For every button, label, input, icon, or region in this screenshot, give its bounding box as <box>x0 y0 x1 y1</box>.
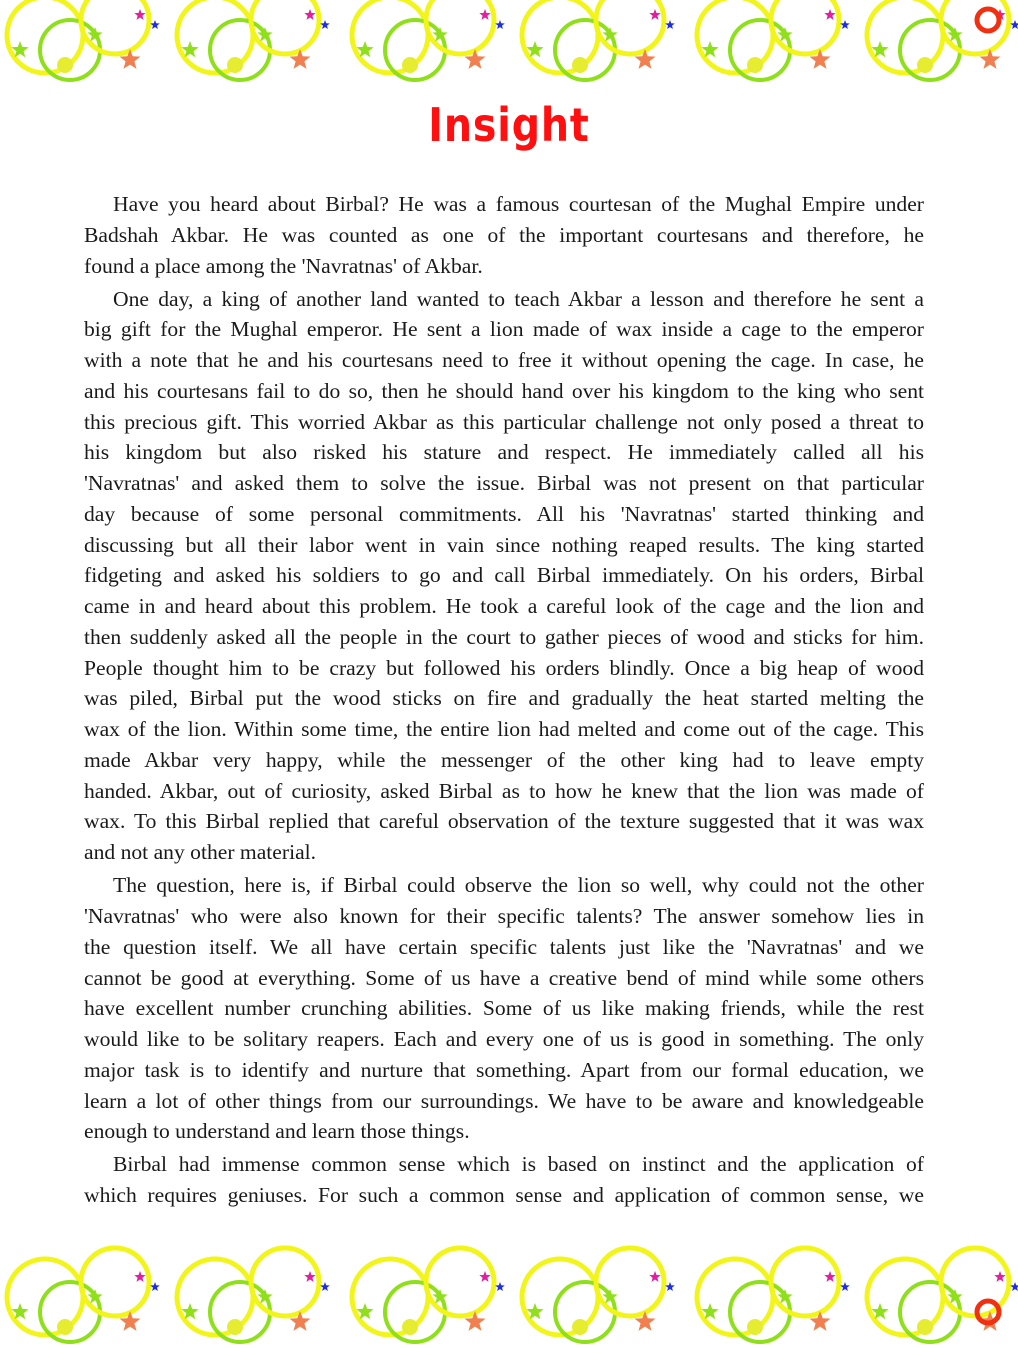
star-icon <box>479 9 490 20</box>
star-icon <box>665 20 675 29</box>
text-line: wax of the lion. Within some time, the entire lion had melted and come out of the cage. This <box>84 717 924 742</box>
star-icon <box>495 1282 505 1291</box>
bottom-swirl-border-decoration <box>0 1212 1018 1348</box>
text-line: learn a lot of other things from our surroundings. We have to be aware and knowledgeable <box>84 1088 924 1113</box>
swirl-decoration <box>596 1248 664 1316</box>
text-line: came in and heard about this problem. He took a careful look of the cage and the lion and <box>84 594 924 619</box>
text-line: with a note that he and his courtesans need to free it without opening the cage. In case, he <box>84 348 924 373</box>
spiral-icon <box>977 9 999 31</box>
star-icon <box>665 1282 675 1291</box>
star-icon <box>824 1271 835 1282</box>
swirl-bead-decoration <box>572 57 588 73</box>
swirl-bead-decoration <box>747 57 763 73</box>
swirl-bead-decoration <box>57 57 73 73</box>
star-icon <box>134 9 145 20</box>
swirl-bead-decoration <box>227 1319 243 1335</box>
swirl-bead-decoration <box>747 1319 763 1335</box>
text-line: would like to be solitary reapers. Each and every one of us is good in something. The only <box>84 1027 924 1052</box>
star-icon <box>649 9 660 20</box>
text-line: Badshah Akbar. He was counted as one of the important courtesans and therefore, he <box>84 222 924 247</box>
text-line: cannot be good at everything. Some of us have a creative bend of mind while some others <box>84 965 924 990</box>
star-icon <box>320 1282 330 1291</box>
star-icon <box>150 20 160 29</box>
text-line: 'Navratnas' who were also known for their specific talents? The answer somehow lies in <box>84 904 924 929</box>
star-icon <box>479 1271 490 1282</box>
text-line: which requires geniuses. For such a common sense and application of common sense, we <box>84 1183 924 1208</box>
text-line: day because of some personal commitments. All his 'Navratnas' started thinking and <box>84 501 924 526</box>
star-icon <box>134 1271 145 1282</box>
text-line: Birbal had immense common sense which is based on instinct and the application of <box>113 1152 924 1177</box>
text-line: his kingdom but also risked his stature and respect. He immediately called all his <box>84 440 924 465</box>
text-line: have excellent number crunching abilities. Some of us like making friends, while the rest <box>84 996 924 1021</box>
text-line: wax. To this Birbal replied that careful observation of the texture suggested that it was wax <box>84 809 924 834</box>
star-icon <box>994 1271 1005 1282</box>
text-line: and his courtesans fail to do so, then he should hand over his kingdom to the king who sent <box>84 378 924 403</box>
text-line: The question, here is, if Birbal could observe the lion so well, why could not the other <box>113 873 924 898</box>
swirl-bead-decoration <box>227 57 243 73</box>
swirl-bead-decoration <box>917 57 933 73</box>
star-icon <box>649 1271 660 1282</box>
text-line: 'Navratnas' and asked them to solve the issue. Birbal was not present on that particular <box>84 471 924 496</box>
swirl-bead-decoration <box>402 57 418 73</box>
star-icon <box>824 9 835 20</box>
star-icon <box>150 1282 160 1291</box>
swirl-decoration <box>771 1248 839 1316</box>
text-line: discussing but all their labor went in vain since nothing reaped results. The king started <box>84 532 924 557</box>
text-line: One day, a king of another land wanted to teach Akbar a lesson and therefore he sent a <box>113 286 924 311</box>
text-line: and not any other material. <box>84 840 317 865</box>
text-line: handed. Akbar, out of curiosity, asked Birbal as to how he knew that the lion was made of <box>84 778 924 803</box>
star-icon <box>320 20 330 29</box>
text-line: the question itself. We all have certain specific talents just like the 'Navratnas' and we <box>84 934 924 959</box>
text-line: Have you heard about Birbal? He was a famous courtesan of the Mughal Empire under <box>113 192 924 216</box>
text-line: major task is to identify and nurture that something. Apart from our formal education, we <box>84 1057 924 1082</box>
paragraph <box>84 870 924 1147</box>
text-line: fidgeting and asked his soldiers to go and call Birbal immediately. On his orders, Birbal <box>84 563 924 588</box>
paragraph <box>84 284 924 868</box>
swirl-decoration <box>81 1248 149 1316</box>
article-body <box>84 189 924 1213</box>
paragraph <box>84 189 924 281</box>
star-icon <box>304 1271 315 1282</box>
text-line: People thought him to be crazy but followed his orders blindly. Once a big heap of wood <box>84 655 924 680</box>
swirl-decoration <box>426 1248 494 1316</box>
text-line: big gift for the Mughal emperor. He sent a lion made of wax inside a cage to the emperor <box>84 317 924 342</box>
swirl-decoration <box>251 1248 319 1316</box>
text-line: then suddenly asked all the people in the court to gather pieces of wood and sticks for him. <box>84 624 924 649</box>
star-icon <box>840 20 850 29</box>
star-icon <box>840 1282 850 1291</box>
swirl-bead-decoration <box>572 1319 588 1335</box>
text-line: this precious gift. This worried Akbar as this particular challenge not only posed a threat to <box>84 409 924 434</box>
star-icon <box>495 20 505 29</box>
page-title: Insight <box>428 98 590 152</box>
swirl-bead-decoration <box>917 1319 933 1335</box>
text-line: made Akbar very happy, while the messenger of the other king had to leave empty <box>84 747 924 772</box>
swirl-bead-decoration <box>402 1319 418 1335</box>
text-line: enough to understand and learn those things. <box>84 1119 470 1144</box>
text-line: was piled, Birbal put the wood sticks on fire and gradually the heat started melting the <box>84 686 924 711</box>
paragraph <box>84 1149 924 1211</box>
text-line: found a place among the 'Navratnas' of Akbar. <box>84 253 483 278</box>
swirl-bead-decoration <box>57 1319 73 1335</box>
star-icon <box>304 9 315 20</box>
